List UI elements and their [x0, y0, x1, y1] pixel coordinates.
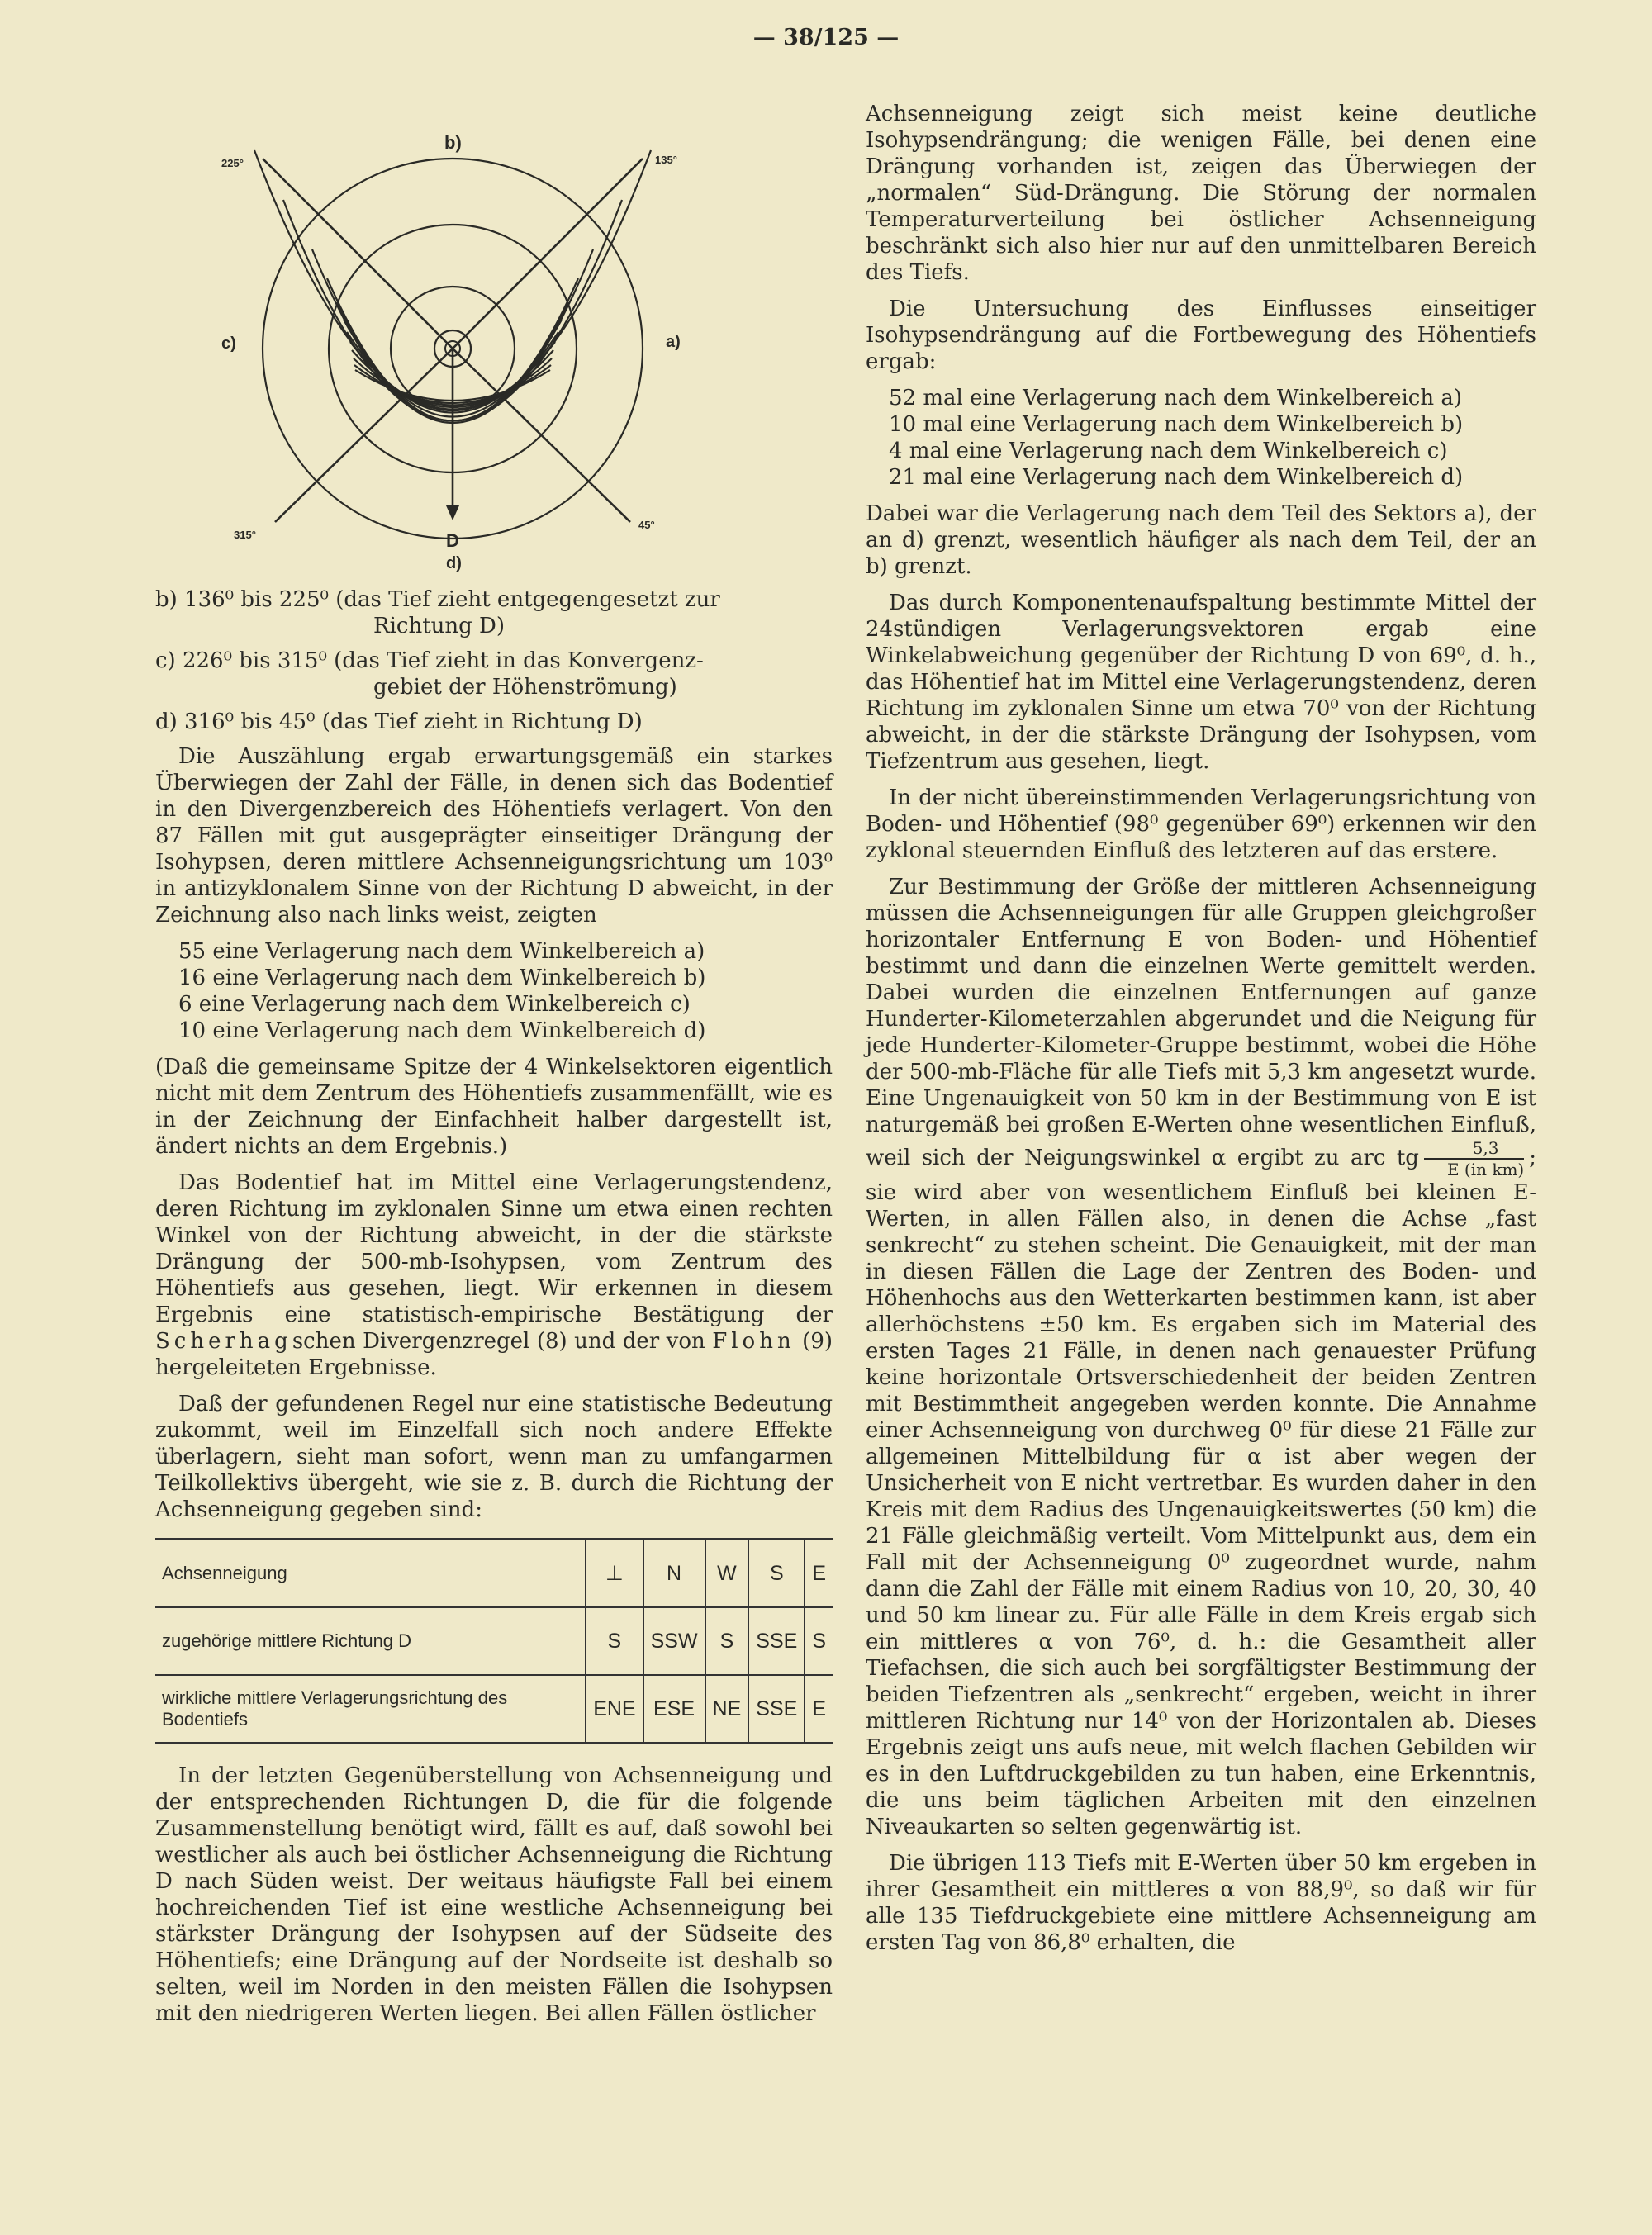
table-row: [155, 1540, 833, 1608]
table-row-header: Achsenneigung: [155, 1540, 586, 1608]
list-item: 4 mal eine Verlagerung nach dem Winkelbereich c): [889, 439, 1448, 463]
label-315: 315°: [234, 529, 256, 541]
table-row: [155, 1607, 833, 1675]
table-cell: ENE: [586, 1675, 643, 1744]
table-row-header: wirkliche mittlere Verlagerungsrichtung des Bodentiefs: [155, 1675, 586, 1744]
label-135: 135°: [655, 154, 677, 166]
paragraph: Die Untersuchung des Einflusses einseitiger Isohypsendrängung auf die Fortbewegung des Höhentiefs ergab:: [866, 297, 1536, 374]
label-a: a): [666, 333, 681, 351]
table-cell: S: [705, 1607, 749, 1675]
table-cell: SSE: [748, 1607, 805, 1675]
list-item: 55 eine Verlagerung nach dem Winkelbereich a): [178, 939, 705, 964]
paragraph: Die Auszählung ergab erwartungsgemäß ein starkes Überwiegen der Zahl der Fälle, in denen sich das Bodentief in den Divergenzbereich des Höhentiefs verlagert. Von den 87 Fällen mit gut ausgeprägter einseitiger Drängung der Isohypsen, deren mittlere Achsenneigungsrichtung um 103⁰ in antizyklonalem Sinne von der Richtung D abweicht, in der Zeichnung also nach links weist, zeigten: [155, 744, 833, 928]
table-row: [155, 1675, 833, 1744]
label-d: d): [446, 554, 462, 572]
label-D: D: [446, 530, 459, 551]
table-cell: W: [705, 1540, 749, 1608]
table-cell: NE: [705, 1675, 749, 1744]
achsenneigung-table: [155, 1538, 833, 1744]
table-cell: S: [805, 1607, 833, 1675]
def-c: c) 226⁰ bis 315⁰ (das Tief zieht in das Konvergenz- gebiet der Höhenströmung): [155, 648, 704, 700]
label-c: c): [221, 335, 236, 353]
label-225: 225°: [221, 157, 244, 169]
paragraph: Daß der gefundenen Regel nur eine statistische Bedeutung zukommt, weil im Einzelfall sich noch andere Effekte überlagern, sieht man sofort, wenn man zu umfangarmen Teilkollektivs übergeht, wie sie z. B. durch die Richtung der Achsenneigung gegeben sind:: [155, 1392, 833, 1522]
list-item: 10 mal eine Verlagerung nach dem Winkelbereich b): [889, 412, 1464, 437]
right-column: [866, 101, 1536, 1966]
def-d: d) 316⁰ bis 45⁰ (das Tief zieht in Richtung D): [155, 709, 643, 734]
table-cell: ESE: [643, 1675, 705, 1744]
paragraph: Dabei war die Verlagerung nach dem Teil des Sektors a), der an d) grenzt, wesentlich häufiger als nach dem Teil, der an b) grenzt.: [866, 501, 1536, 579]
left-column: [155, 101, 833, 2037]
table-cell: S: [748, 1540, 805, 1608]
list-hoehentief: [889, 385, 1536, 491]
table-cell: SSW: [643, 1607, 705, 1675]
table-cell: ⊥: [586, 1540, 643, 1608]
paragraph: Das durch Komponentenaufspaltung bestimmte Mittel der 24stündigen Verlagerungsvektoren ergab eine Winkelabweichung gegenüber der Richtung D von 69⁰, d. h., das Höhentief hat im Mittel eine Verlagerungstendenz, deren Richtung im zyklonalen Sinne um etwa 70⁰ von der Richtung abweicht, in der die stärkste Drängung der Isohypsen, vom Tiefzentrum aus gesehen, liegt.: [866, 591, 1536, 774]
def-b: b) 136⁰ bis 225⁰ (das Tief zieht entgegengesetzt zur Richtung D): [155, 587, 720, 638]
fraction: $\frac{5,3}{\text{E (in km)}}$: [1424, 1138, 1524, 1179]
list-item: 21 mal eine Verlagerung nach dem Winkelbereich d): [889, 465, 1464, 490]
list-bodentief: [178, 938, 833, 1044]
arrow-D-icon: [446, 505, 459, 520]
page-header: — 38/125 —: [752, 25, 900, 50]
label-45: 45°: [638, 519, 655, 531]
list-item: 52 mal eine Verlagerung nach dem Winkelbereich a): [889, 386, 1462, 410]
paragraph: Achsenneigung zeigt sich meist keine deutliche Isohypsendrängung; die wenigen Fälle, bei denen eine Drängung vorhanden ist, zeigen das Überwiegen der „normalen“ Süd-Drängung. Die Störung der normalen Temperaturverteilung bei östlicher Achsenneigung beschränkt sich also hier nur auf den unmittelbaren Bereich des Tiefs.: [866, 102, 1536, 285]
line-225: [263, 159, 453, 349]
table-cell: N: [643, 1540, 705, 1608]
sector-diagram: [205, 101, 733, 572]
table-cell: E: [805, 1675, 833, 1744]
paragraph: In der letzten Gegenüberstellung von Achsenneigung und der entsprechenden Richtungen D, die für die folgende Zusammenstellung benötigt wird, fällt es auf, daß sowohl bei westlicher als auch bei östlicher Achsenneigung die Richtung D nach Süden weist. Der weitaus häufigste Fall bei einem hochreichenden Tief ist eine westliche Achsenneigung bei stärkster Drängung der Isohypsen auf der Südseite des Höhentiefs; eine Drängung auf der Nordseite ist deshalb so selten, weil im Norden in den meisten Fällen die Isohypsen mit den niedrigeren Werten liegen. Bei allen Fällen östlicher: [155, 1763, 833, 2026]
list-item: 10 eine Verlagerung nach dem Winkelbereich d): [178, 1018, 706, 1043]
paragraph: (Daß die gemeinsame Spitze der 4 Winkelsektoren eigentlich nicht mit dem Zentrum des Höhentiefs zusammenfällt, wie es in der Zeichnung der Einfachheit halber dargestellt ist, ändert nichts an dem Ergebnis.): [155, 1055, 833, 1159]
paragraph: In der nicht übereinstimmenden Verlagerungsrichtung von Boden- und Höhentief (98⁰ gegenüber 69⁰) erkennen wir den zyklonal steuernden Einfluß des letzteren auf das erstere.: [866, 785, 1536, 863]
table-cell: S: [586, 1607, 643, 1675]
line-135: [453, 159, 643, 349]
table-row-header: zugehörige mittlere Richtung D: [155, 1607, 586, 1675]
paragraph-scherhag: Das Bodentief hat im Mittel eine Verlagerungstendenz, deren Richtung im zyklonalen Sinne um etwa einen rechten Winkel von der Richtung abweicht, in der die stärkste Drängung der 500-mb-Isohypsen, vom Zentrum des Höhentiefs aus gesehen, liegt. Wir erkennen in diesem Ergebnis eine statistisch-empirische Bestätigung der Scherhagschen Divergenzregel (8) und der von Flohn (9) hergeleiteten Ergebnisse.: [155, 1170, 833, 1380]
list-item: 6 eine Verlagerung nach dem Winkelbereich c): [178, 992, 691, 1017]
paragraph: Die übrigen 113 Tiefs mit E-Werten über 50 km ergeben in ihrer Gesamtheit ein mittleres α von 88,9⁰, so daß wir für alle 135 Tiefdruckgebiete eine mittlere Achsenneigung am ersten Tag von 86,8⁰ erhalten, die: [866, 1851, 1536, 1955]
label-b: b): [444, 132, 462, 153]
list-item: 16 eine Verlagerung nach dem Winkelbereich b): [178, 966, 706, 990]
paragraph-formula: Zur Bestimmung der Größe der mittleren Achsenneigung müssen die Achsenneigungen für alle Gruppen gleichgroßer horizontaler Entfernung E von Boden- und Höhentief bestimmt und dann die einzelnen Werte gemittelt werden. Dabei wurden die einzelnen Entfernungen auf ganze Hunderter-Kilometerzahlen abgerundet und die Neigung für jede Hunderter-Kilometer-Gruppe bestimmt, wobei die Höhe der 500-mb-Fläche für alle Tiefs mit 5,3 km angesetzt wurde. Eine Ungenauigkeit von 50 km in der Bestimmung von E ist naturgemäß bei großen E-Werten ohne wesentlichen Einfluß, weil sich der Neigungswinkel α ergibt zu arc tg $\frac{5,3}{\text{E (in km)}}$ ; sie wird aber von wesentlichem Einfluß bei kleinen E-Werten, in allen Fällen also, in denen die Achse „fast senkrecht“ zu stehen scheint. Die Genauigkeit, mit der man in diesen Fällen die Lage der Zentren des Boden- und Höhenhochs aus den Wetterkarten bestimmen kann, ist aber allerhöchstens ±50 km. Es ergaben sich im Material des ersten Tages 21 Fälle, in denen nach genauester Prüfung keine horizontale Ortsverschiedenheit der beiden Zentren mit Bestimmtheit angegeben werden konnte. Die Annahme einer Achsenneigung von durchweg 0⁰ für diese 21 Fälle zur allgemeinen Mittelbildung für α ist aber wegen der Unsicherheit von E nicht vertretbar. Es wurden daher in den Kreis mit dem Radius des Ungenauigkeitswertes (50 km) die 21 Fälle gleichmäßig verteilt. Vom Mittelpunkt aus, dem ein Fall mit der Achsenneigung 0⁰ zugeordnet wurde, nahm dann die Zahl der Fälle mit einem Radius von 10, 20, 30, 40 und 50 km linear zu. Für alle Fälle in dem Kreis ergab sich ein mittleres α von 76⁰, d. h.: die Gesamtheit aller Tiefachsen, die sich auch bei sorgfältigster Bestimmung der beiden Tiefzentren als „senkrecht“ ergeben, weicht in ihrer mittleren Richtung nur 14⁰ von der Horizontalen ab. Dieses Ergebnis zeigt uns aufs neue, mit welch flachen Gebilden wir es in den Luftdruckgebilden zu tun haben, eine Erkenntnis, die uns beim täglichen Arbeiten mit den einzelnen Niveaukarten so selten gegenwärtig ist.: [866, 875, 1536, 1839]
table-cell: SSE: [748, 1675, 805, 1744]
table-cell: E: [805, 1540, 833, 1608]
